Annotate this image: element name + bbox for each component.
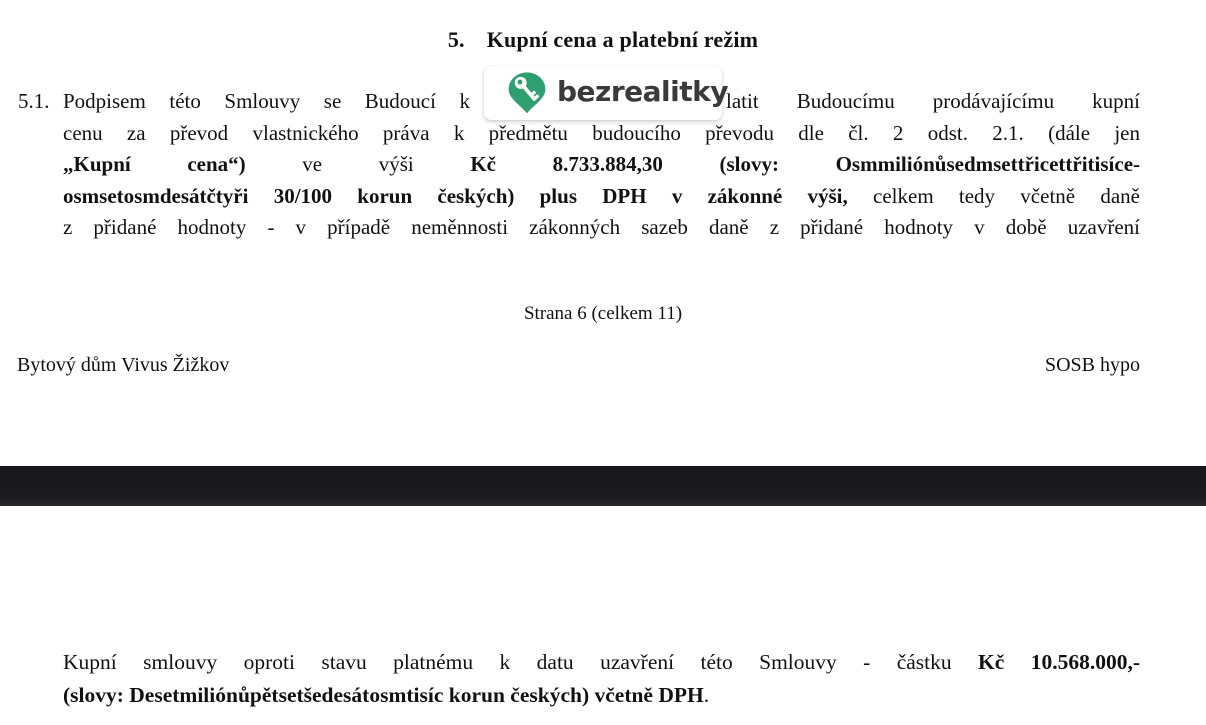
clause-line-5: z přidané hodnoty - v případě neměnnosti zákonných sazeb daně z přidané hodnoty v době uzavření [63,215,1140,239]
clause-line-1-before-watermark: Podpisem této Smlouvy se Budoucí k [63,89,470,113]
closing-period: . [703,683,710,707]
total-price-amount: Kč 10.568.000,- [978,650,1140,674]
closing-paragraph [63,646,1140,712]
clause-line-2: cenu za převod vlastnického práva k předmětu budoucího převodu dle čl. 2 odst. 2.1. (dále jen [63,120,1140,145]
purchase-price-amount: Kč 8.733.884,30 (slovy: Osmmiliónůsedmsettřicettřitisíce- [470,152,1141,176]
clause-line-1-after-watermark: latit Budoucímu prodávajícímu kupní [726,89,1140,113]
section-heading [0,27,1206,53]
footer-right-label: SOSB hypo [1044,354,1140,376]
clause-line-3-regular: ve výši [302,152,414,176]
closing-line-1-regular: Kupní smlouvy oproti stavu platnému k datu uzavření této Smlouvy - částku [63,650,952,674]
total-price-words: (slovy: Desetmiliónůpětsetšedesátosmtisíc korun českých) včetně DPH [63,683,704,707]
clause-line-4 [63,181,1140,213]
bezrealitky-watermark-badge [484,66,728,120]
section-number: 5. [447,27,465,52]
defined-term-kupni-cena: „Kupní cena“) [63,152,246,176]
footer-left-label: Bytový dům Vivus Žižkov [17,354,230,376]
key-pin-icon [506,72,548,114]
clause-number: 5.1. [18,89,50,113]
page-number: Strana 6 (celkem 11) [523,303,683,324]
closing-line-1 [63,646,1140,679]
black-divider-bar [0,466,1206,506]
section-title: Kupní cena a platební režim [486,27,759,52]
clause-line-3 [63,149,1140,181]
bezrealitky-brand-text: bezrealitky [557,74,728,108]
document-footer [17,354,1140,377]
purchase-price-words: osmsetosmdesátčtyři 30/100 korun českých) plus DPH v zákonné výši, [63,183,848,208]
closing-line-2 [63,679,1140,712]
clause-line-4-regular: celkem tedy včetně daně [873,183,1140,208]
